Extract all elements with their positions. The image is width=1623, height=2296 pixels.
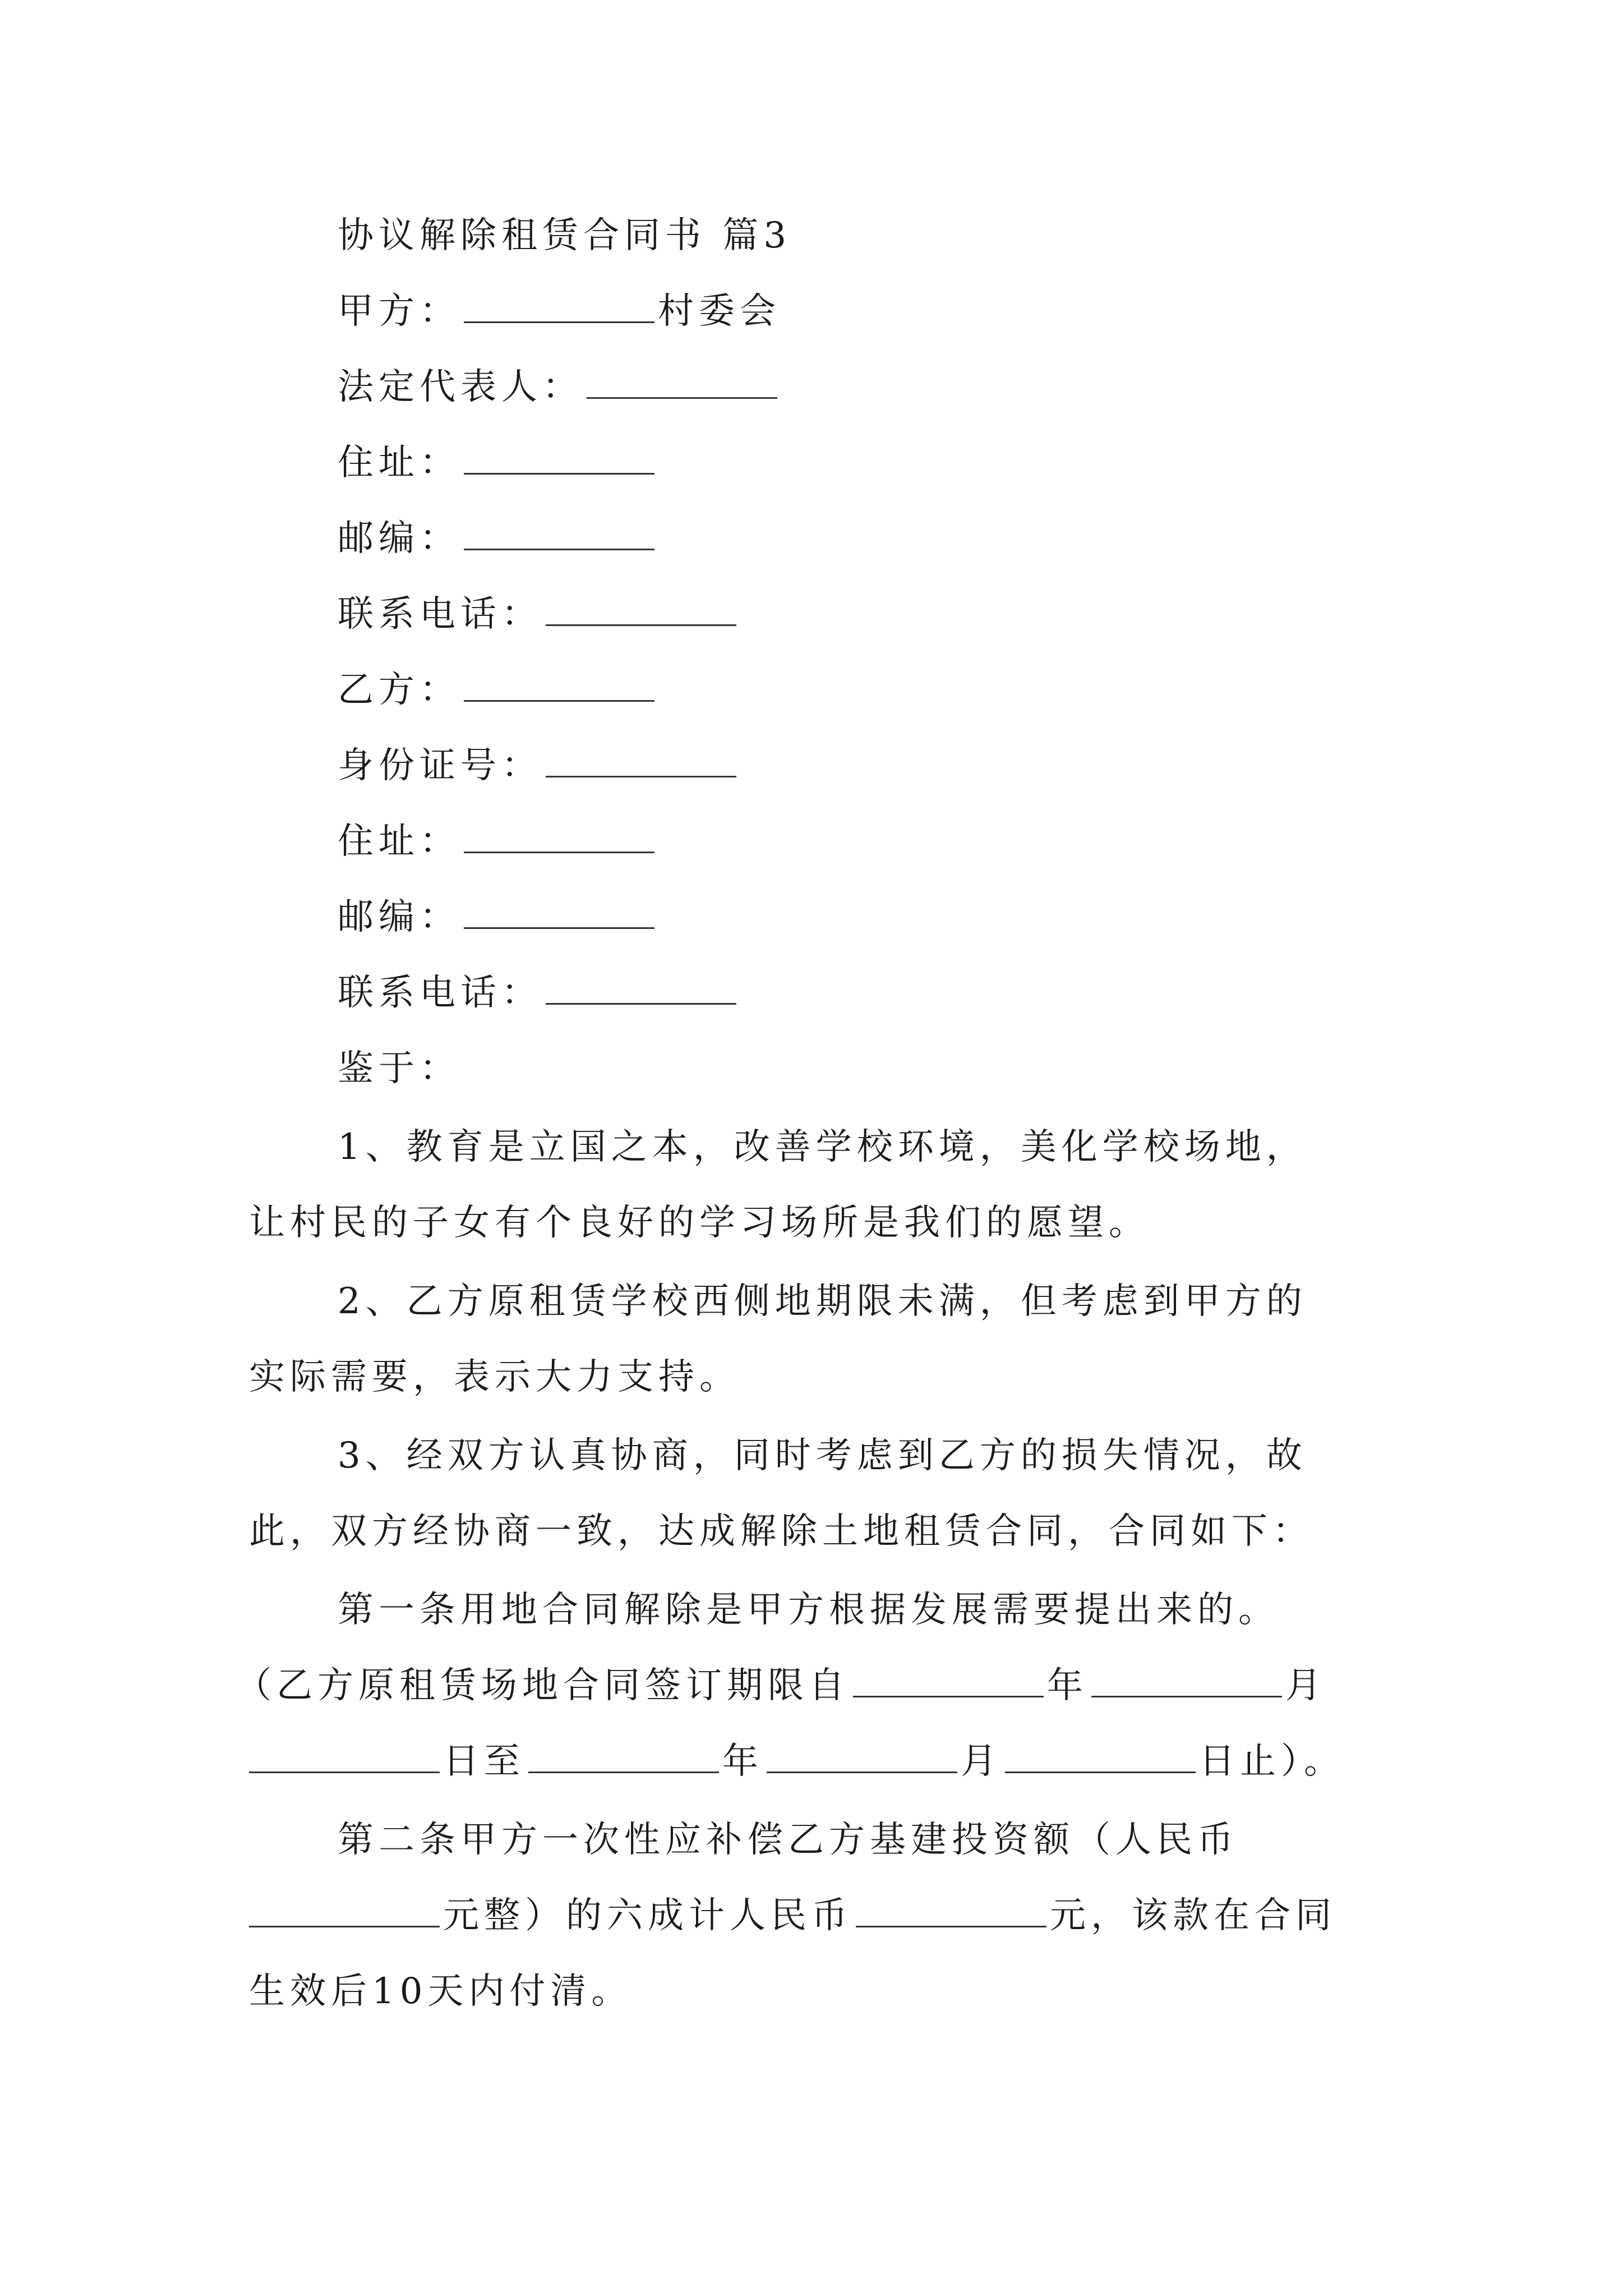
party-b-name-blank [464, 668, 654, 702]
party-a-postcode-label: 邮编： [338, 518, 460, 559]
article-2-line-2 [249, 1893, 1336, 1938]
start-year-label: 年 [1047, 1665, 1088, 1706]
article-2-line-3: 生效后10天内付清。 [249, 1971, 633, 2012]
clause-1-line-2: 让村民的子女有个良好的学习场所是我们的愿望。 [249, 1202, 1150, 1244]
section-number: 篇3 [722, 215, 792, 256]
document-title: 协议解除租赁合同书 [338, 215, 706, 256]
party-a-suffix: 村委会 [658, 291, 781, 332]
party-b-phone-line [338, 970, 740, 1015]
party-b-label: 乙方： [338, 669, 460, 711]
investment-amount-blank [249, 1893, 440, 1927]
article-2-line-1: 第二条甲方一次性应补偿乙方基建投资额（人民币 [338, 1819, 1238, 1861]
party-a-representative-line [338, 365, 781, 409]
start-month-label: 月 [1285, 1665, 1326, 1706]
clause-2-line-1: 2、乙方原租赁学校西侧地期限未满，但考虑到甲方的 [338, 1281, 1307, 1322]
party-b-postcode-line [338, 895, 658, 940]
start-month-blank [1091, 1663, 1282, 1697]
article-2-payment-text: 元，该款在合同 [1050, 1895, 1336, 1936]
clause-3-line-1: 3、经双方认真协商，同时考虑到乙方的损失情况，故 [338, 1435, 1307, 1476]
party-b-address-blank [464, 819, 654, 853]
whereas-heading: 鉴于： [338, 1048, 460, 1089]
party-b-line [338, 668, 658, 712]
end-month-label: 月 [961, 1741, 1002, 1782]
party-a-label: 甲方： [338, 291, 460, 332]
article-1-term-intro: （乙方原租赁场地合同签订期限自 [236, 1665, 850, 1706]
party-a-representative-label: 法定代表人： [338, 366, 583, 408]
party-a-postcode-line [338, 516, 658, 561]
party-b-postcode-blank [464, 895, 654, 929]
party-b-id-label: 身份证号： [338, 745, 542, 786]
clause-2-line-2: 实际需要，表示大力支持。 [249, 1356, 740, 1398]
party-b-address-label: 住址： [338, 821, 460, 862]
start-day-label: 日至 [443, 1741, 525, 1782]
party-a-representative-blank [587, 365, 777, 399]
end-year-label: 年 [722, 1741, 763, 1782]
start-day-blank [249, 1739, 440, 1773]
party-b-id-blank [546, 743, 736, 777]
article-1-line-1: 第一条用地合同解除是甲方根据发展需要提出来的。 [338, 1589, 1279, 1631]
document-heading [338, 213, 791, 258]
party-b-id-line [338, 743, 740, 788]
party-a-phone-blank [546, 592, 736, 626]
party-a-address-blank [464, 440, 654, 475]
party-a-address-label: 住址： [338, 442, 460, 484]
party-a-phone-label: 联系电话： [338, 593, 542, 635]
start-year-blank [853, 1663, 1044, 1697]
party-b-postcode-label: 邮编： [338, 896, 460, 938]
party-a-postcode-blank [464, 516, 654, 550]
party-b-phone-blank [546, 970, 736, 1005]
party-a-address-line [338, 440, 658, 485]
clause-1-line-1: 1、教育是立国之本，改善学校环境，美化学校场地， [338, 1126, 1307, 1168]
end-day-label: 日止）。 [1199, 1741, 1345, 1782]
party-a-line [338, 289, 781, 334]
end-month-blank [767, 1739, 957, 1773]
party-b-phone-label: 联系电话： [338, 972, 542, 1014]
compensation-amount-blank [856, 1893, 1046, 1927]
end-day-blank [1005, 1739, 1196, 1773]
party-a-name-blank [464, 289, 654, 323]
party-a-phone-line [338, 592, 740, 637]
article-1-line-2 [236, 1663, 1326, 1708]
article-2-amount-text: 元整）的六成计人民币 [443, 1895, 852, 1936]
article-1-line-3 [249, 1739, 1345, 1784]
party-b-address-line [338, 819, 658, 864]
clause-3-line-2: 此，双方经协商一致，达成解除土地租赁合同，合同如下： [249, 1511, 1313, 1552]
end-year-blank [528, 1739, 719, 1773]
